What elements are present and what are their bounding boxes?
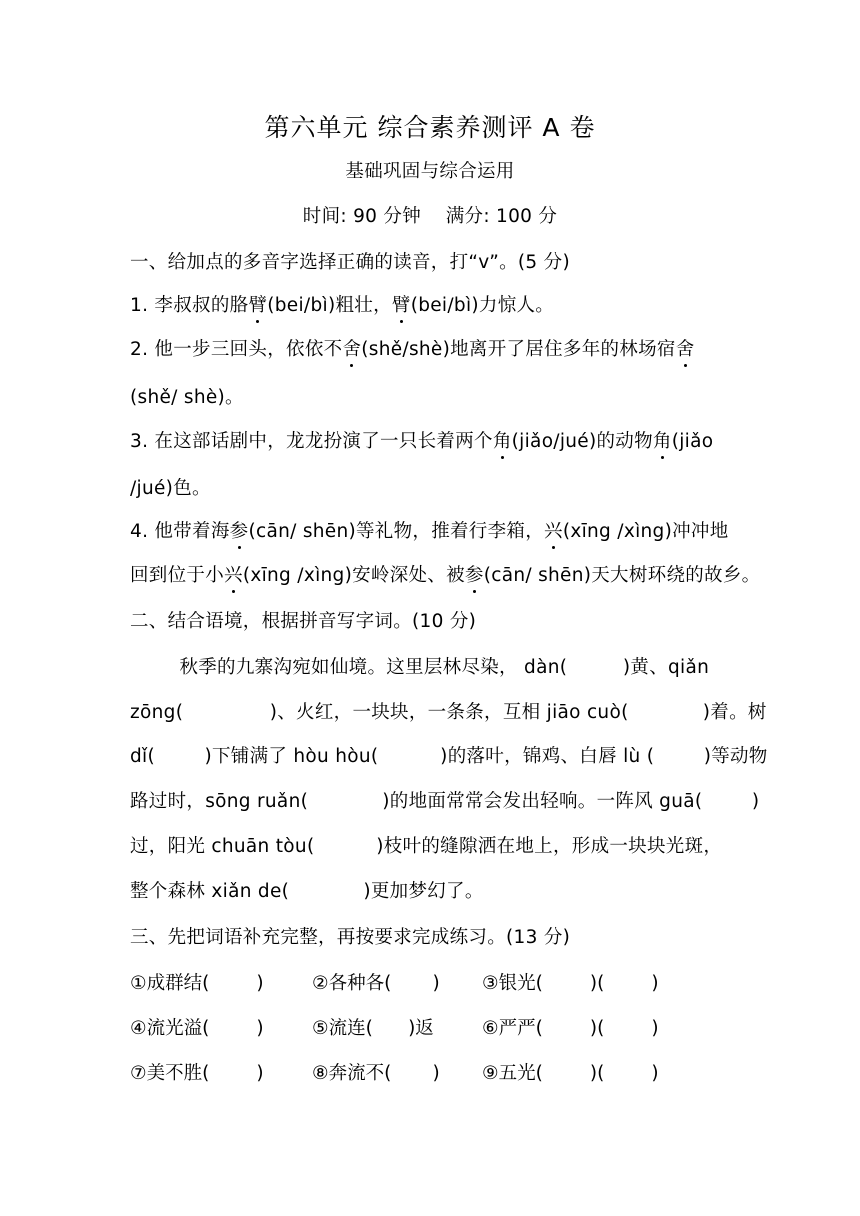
dotted-char: 舍: [675, 339, 695, 360]
exam-info: 时间: 90 分钟 满分: 100 分: [302, 206, 558, 227]
passage-line: 过，阳光 chuān tòu( )枝叶的缝隙洒在地上，形成一块块光斑，: [130, 836, 723, 857]
q3-text-c: (jiǎo/jué)的动物: [511, 431, 653, 452]
passage-line: dǐ( )下铺满了 hòu hòu( )的落叶，锦鸡、白唇 lù ( )等动物: [130, 746, 768, 767]
dotted-char: 兴: [224, 565, 243, 586]
idiom-item: ⑤流连( )返: [312, 1018, 434, 1039]
idiom-item: ⑧奔流不( ): [312, 1063, 440, 1084]
question-3-line2: /jué)色。: [130, 478, 211, 499]
section3-heading: 三、先把词语补充完整，再按要求完成练习。(13 分): [130, 927, 571, 948]
idiom-item: ④流光溢( ): [130, 1018, 264, 1039]
passage-line: zōng( )、火红，一块块，一条条，互相 jiāo cuò( )着。树: [130, 702, 767, 723]
dotted-char: 参: [229, 521, 249, 542]
question-4-line2: [130, 564, 760, 588]
dotted-char: 舍: [342, 339, 362, 360]
question-2-line2: (shě/ shè)。: [130, 387, 244, 408]
passage-line: 秋季的九寨沟宛如仙境。这里层林尽染， dàn( )黄、qiǎn: [130, 657, 710, 678]
q1-text-c: (bei/bì)粗壮，: [267, 295, 392, 316]
idiom-item: ②各种各( ): [312, 973, 440, 994]
q4b-text-a: 回到位于小: [130, 565, 225, 586]
idiom-item: ③银光( )( ): [482, 973, 659, 994]
dotted-char: 兴: [544, 521, 563, 542]
dotted-char: 臂: [248, 295, 268, 316]
question-3-line1: [130, 430, 713, 454]
idiom-item: ⑨五光( )( ): [482, 1063, 659, 1084]
q4-text-a: 4. 他带着海: [130, 521, 230, 542]
q3-text-a: 3. 在这部话剧中，龙龙扮演了一只长着两个: [130, 431, 493, 452]
question-1: [130, 294, 554, 318]
idiom-item: ⑥严严( )( ): [482, 1018, 659, 1039]
q2-text-c: (shě/shè)地离开了居住多年的林场宿: [361, 339, 676, 360]
q4-text-c: (cān/ shēn)等礼物，推着行李箱，: [248, 521, 545, 542]
q1-text-e: (bei/bì)力惊人。: [410, 295, 555, 316]
idiom-item: ⑦美不胜( ): [130, 1063, 264, 1084]
q4b-text-e: (cān/ shēn)天大树环绕的故乡。: [483, 565, 761, 586]
passage-line: 整个森林 xiǎn de( )更加梦幻了。: [130, 881, 484, 902]
dotted-char: 臂: [391, 295, 411, 316]
dotted-char: 角: [492, 431, 512, 452]
q1-text-a: 1. 李叔叔的胳: [130, 295, 249, 316]
q3-text-e: (jiǎo: [671, 431, 714, 452]
page-title: 第六单元 综合素养测评 A 卷: [264, 113, 596, 142]
page-subtitle: 基础巩固与综合运用: [345, 161, 515, 182]
question-4-line1: [130, 520, 729, 544]
section2-heading: 二、结合语境，根据拼音写字词。(10 分): [130, 611, 477, 632]
q4-text-e: (xīng /xìng)冲冲地: [562, 521, 729, 542]
dotted-char: 参: [464, 565, 484, 586]
passage-line: 路过时，sōng ruǎn( )的地面常常会发出轻响。一阵风 guā( ): [130, 791, 760, 812]
q4b-text-c: (xīng /xìng)安岭深处、被: [242, 565, 465, 586]
q2-text-a: 2. 他一步三回头，依依不: [130, 339, 343, 360]
question-2-line1: [130, 338, 695, 362]
dotted-char: 角: [652, 431, 672, 452]
section1-heading: 一、给加点的多音字选择正确的读音，打“v”。(5 分): [130, 252, 570, 273]
idiom-item: ①成群结( ): [130, 973, 264, 994]
